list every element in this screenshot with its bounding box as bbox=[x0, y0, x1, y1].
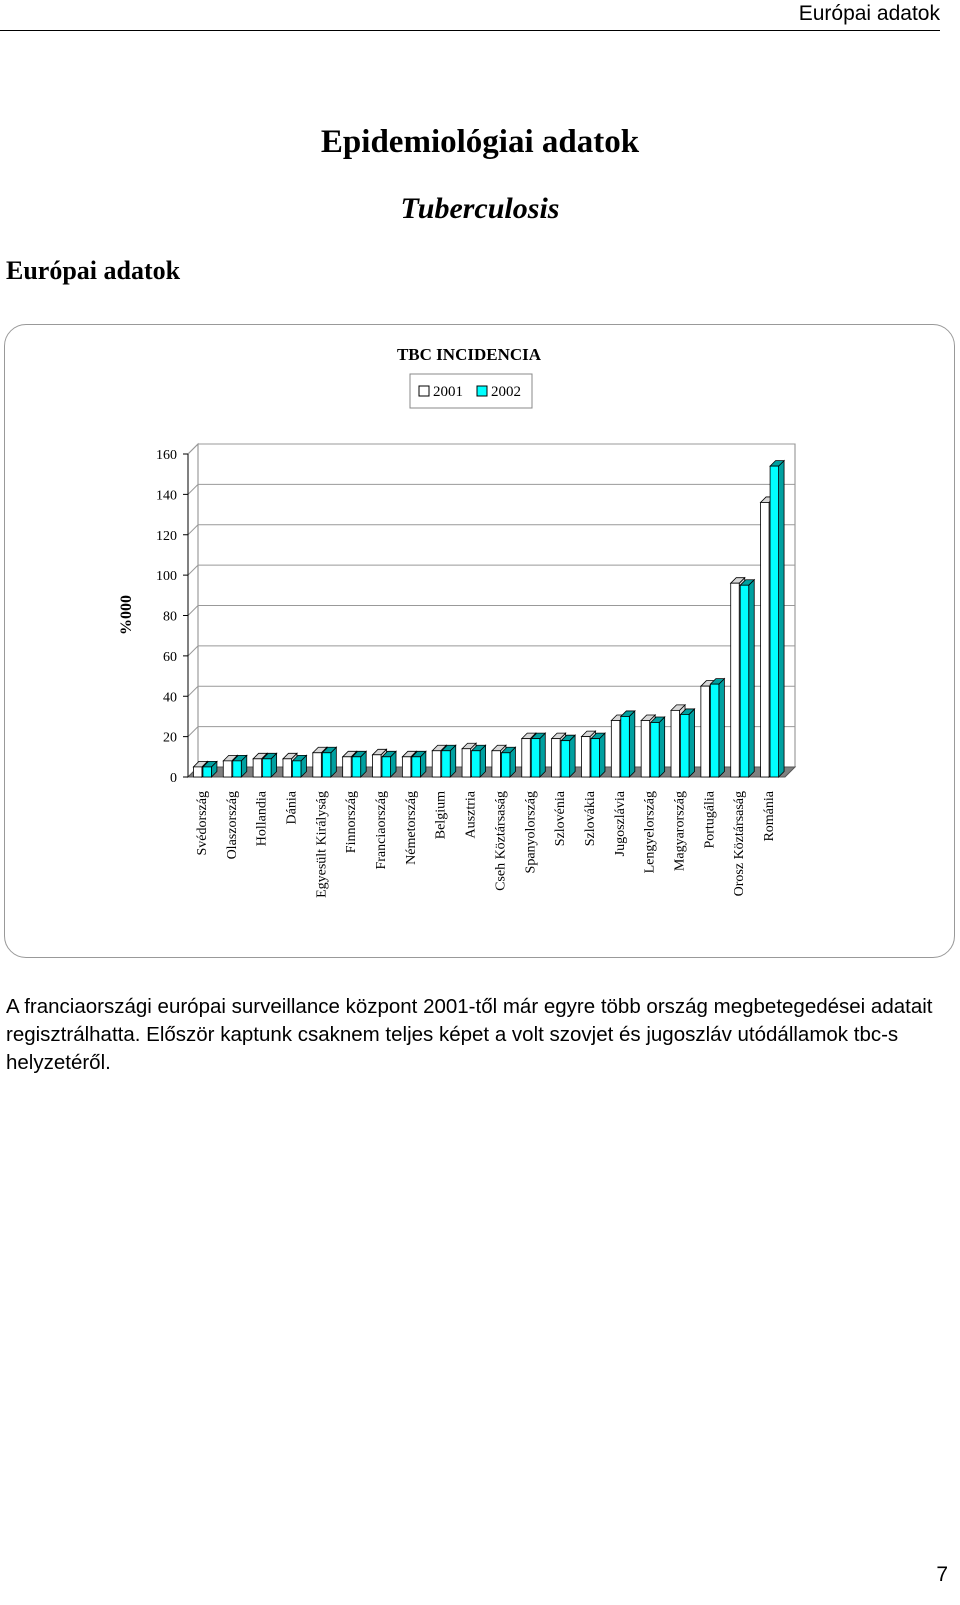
bar-2002-10 bbox=[501, 747, 515, 777]
bar-side bbox=[749, 580, 755, 777]
bar-2002-15 bbox=[651, 717, 665, 777]
bar-front bbox=[382, 757, 391, 777]
bar-front bbox=[233, 761, 242, 777]
bar-front bbox=[263, 759, 272, 777]
category-label-6: Franciaország bbox=[374, 791, 390, 870]
page-number: 7 bbox=[936, 1563, 948, 1586]
bar-front bbox=[292, 761, 301, 777]
bar-front bbox=[770, 466, 779, 777]
category-label-19: Románia bbox=[762, 791, 778, 842]
bar-2002-12 bbox=[561, 735, 575, 777]
bar-front bbox=[283, 759, 292, 777]
bar-2002-3 bbox=[292, 755, 306, 777]
bar-2002-6 bbox=[382, 751, 396, 777]
bar-2002-16 bbox=[681, 709, 695, 777]
body-paragraph: A franciaországi európai surveillance központ 2001-től már egyre több ország megbetegedései adatait regisztrálhatta. Először kaptunk csaknem teljes képet a volt szovjet és jugoszláv utódállamok tbc-s helyzetéről. bbox=[6, 995, 933, 1074]
bar-front bbox=[462, 749, 471, 777]
bar-2002-19 bbox=[770, 461, 784, 777]
bar-side bbox=[629, 711, 635, 777]
legend-label-2002: 2002 bbox=[491, 384, 521, 400]
category-label-14: Jugoszlávia bbox=[612, 791, 628, 857]
bar-front bbox=[681, 714, 690, 777]
chart-frame bbox=[4, 324, 955, 958]
bar-2002-18 bbox=[740, 580, 754, 777]
bar-side bbox=[659, 717, 665, 777]
page-subtitle: Tuberculosis bbox=[400, 192, 560, 225]
bar-2002-11 bbox=[531, 733, 545, 777]
category-label-1: Olaszország bbox=[224, 791, 240, 860]
bar-front bbox=[203, 767, 212, 777]
category-label-10: Cseh Köztársaság bbox=[493, 791, 509, 891]
bar-front bbox=[343, 757, 352, 777]
category-label-15: Lengyelország bbox=[642, 791, 658, 874]
bar-front bbox=[641, 720, 650, 777]
bar-2002-14 bbox=[621, 711, 635, 777]
ytick-label-0: 0 bbox=[170, 771, 177, 786]
section-heading: Európai adatok bbox=[6, 256, 181, 285]
ytick-label-140: 140 bbox=[156, 488, 177, 504]
category-label-4: Egyesült Királyság bbox=[314, 791, 330, 898]
category-label-5: Finnország bbox=[344, 791, 360, 854]
ytick-label-40: 40 bbox=[163, 690, 177, 706]
chart-title: TBC INCIDENCIA bbox=[396, 345, 542, 364]
bar-front bbox=[432, 751, 441, 777]
chart-legend bbox=[410, 374, 532, 408]
category-label-3: Dánia bbox=[284, 791, 300, 825]
bar-front bbox=[581, 737, 590, 777]
bar-2002-9 bbox=[472, 745, 486, 777]
category-label-7: Németország bbox=[403, 791, 419, 865]
category-label-18: Orosz Köztársaság bbox=[732, 791, 748, 897]
bar-front bbox=[253, 759, 262, 777]
bar-side bbox=[689, 709, 695, 777]
bar-front bbox=[561, 741, 570, 777]
bar-front bbox=[193, 767, 202, 777]
bar-front bbox=[761, 502, 770, 777]
bar-front bbox=[442, 751, 451, 777]
legend-swatch-2001 bbox=[419, 386, 429, 396]
bar-front bbox=[322, 753, 331, 777]
bar-front bbox=[731, 583, 740, 777]
bar-front bbox=[501, 753, 510, 777]
bar-side bbox=[540, 733, 546, 777]
bar-front bbox=[472, 751, 481, 777]
ytick-label-100: 100 bbox=[156, 569, 177, 585]
page-title: Epidemiológiai adatok bbox=[320, 124, 640, 160]
legend-swatch-2002 bbox=[477, 386, 487, 396]
bar-side bbox=[570, 735, 576, 777]
category-label-8: Belgium bbox=[433, 791, 449, 840]
category-label-12: Szlovénia bbox=[553, 791, 569, 847]
bar-front bbox=[531, 739, 540, 777]
bar-2002-5 bbox=[352, 751, 366, 777]
category-label-13: Szlovákia bbox=[582, 791, 598, 847]
bar-front bbox=[552, 739, 561, 777]
bar-front bbox=[611, 720, 620, 777]
bar-front bbox=[621, 716, 630, 777]
bar-side bbox=[599, 733, 605, 777]
bar-front bbox=[740, 585, 749, 777]
bar-2002-7 bbox=[412, 751, 426, 777]
bar-side bbox=[719, 679, 725, 777]
bar-front bbox=[651, 722, 660, 777]
bar-front bbox=[223, 761, 232, 777]
bar-2002-17 bbox=[710, 679, 724, 777]
category-label-0: Svédország bbox=[194, 791, 210, 856]
ytick-label-80: 80 bbox=[163, 609, 177, 625]
ytick-label-120: 120 bbox=[156, 528, 177, 544]
bar-front bbox=[373, 755, 382, 777]
bar-2002-4 bbox=[322, 747, 336, 777]
bar-front bbox=[671, 710, 680, 777]
category-label-17: Portugália bbox=[702, 791, 718, 849]
bar-side bbox=[779, 461, 785, 777]
bar-2002-8 bbox=[442, 745, 456, 777]
bar-front bbox=[701, 686, 710, 777]
y-axis-label: %000 bbox=[118, 595, 135, 635]
bar-front bbox=[522, 739, 531, 777]
bar-front bbox=[402, 757, 411, 777]
category-label-11: Spanyolország bbox=[523, 791, 539, 874]
running-header-title: Európai adatok bbox=[798, 2, 940, 25]
bar-front bbox=[412, 757, 421, 777]
bar-front bbox=[710, 684, 719, 777]
bar-2002-1 bbox=[233, 755, 247, 777]
category-label-9: Ausztria bbox=[463, 791, 479, 839]
ytick-label-160: 160 bbox=[156, 448, 177, 463]
bar-front bbox=[492, 751, 501, 777]
category-label-16: Magyarország bbox=[672, 791, 688, 872]
ytick-label-60: 60 bbox=[163, 649, 177, 665]
legend-label-2001: 2001 bbox=[433, 384, 463, 400]
ytick-label-20: 20 bbox=[163, 730, 177, 746]
bar-front bbox=[591, 739, 600, 777]
bar-2002-13 bbox=[591, 733, 605, 777]
category-label-2: Hollandia bbox=[254, 791, 270, 847]
tbc-incidence-chart bbox=[5, 325, 956, 959]
running-header bbox=[0, 0, 940, 31]
bar-front bbox=[313, 753, 322, 777]
bar-2002-2 bbox=[263, 753, 277, 777]
bar-front bbox=[352, 757, 361, 777]
